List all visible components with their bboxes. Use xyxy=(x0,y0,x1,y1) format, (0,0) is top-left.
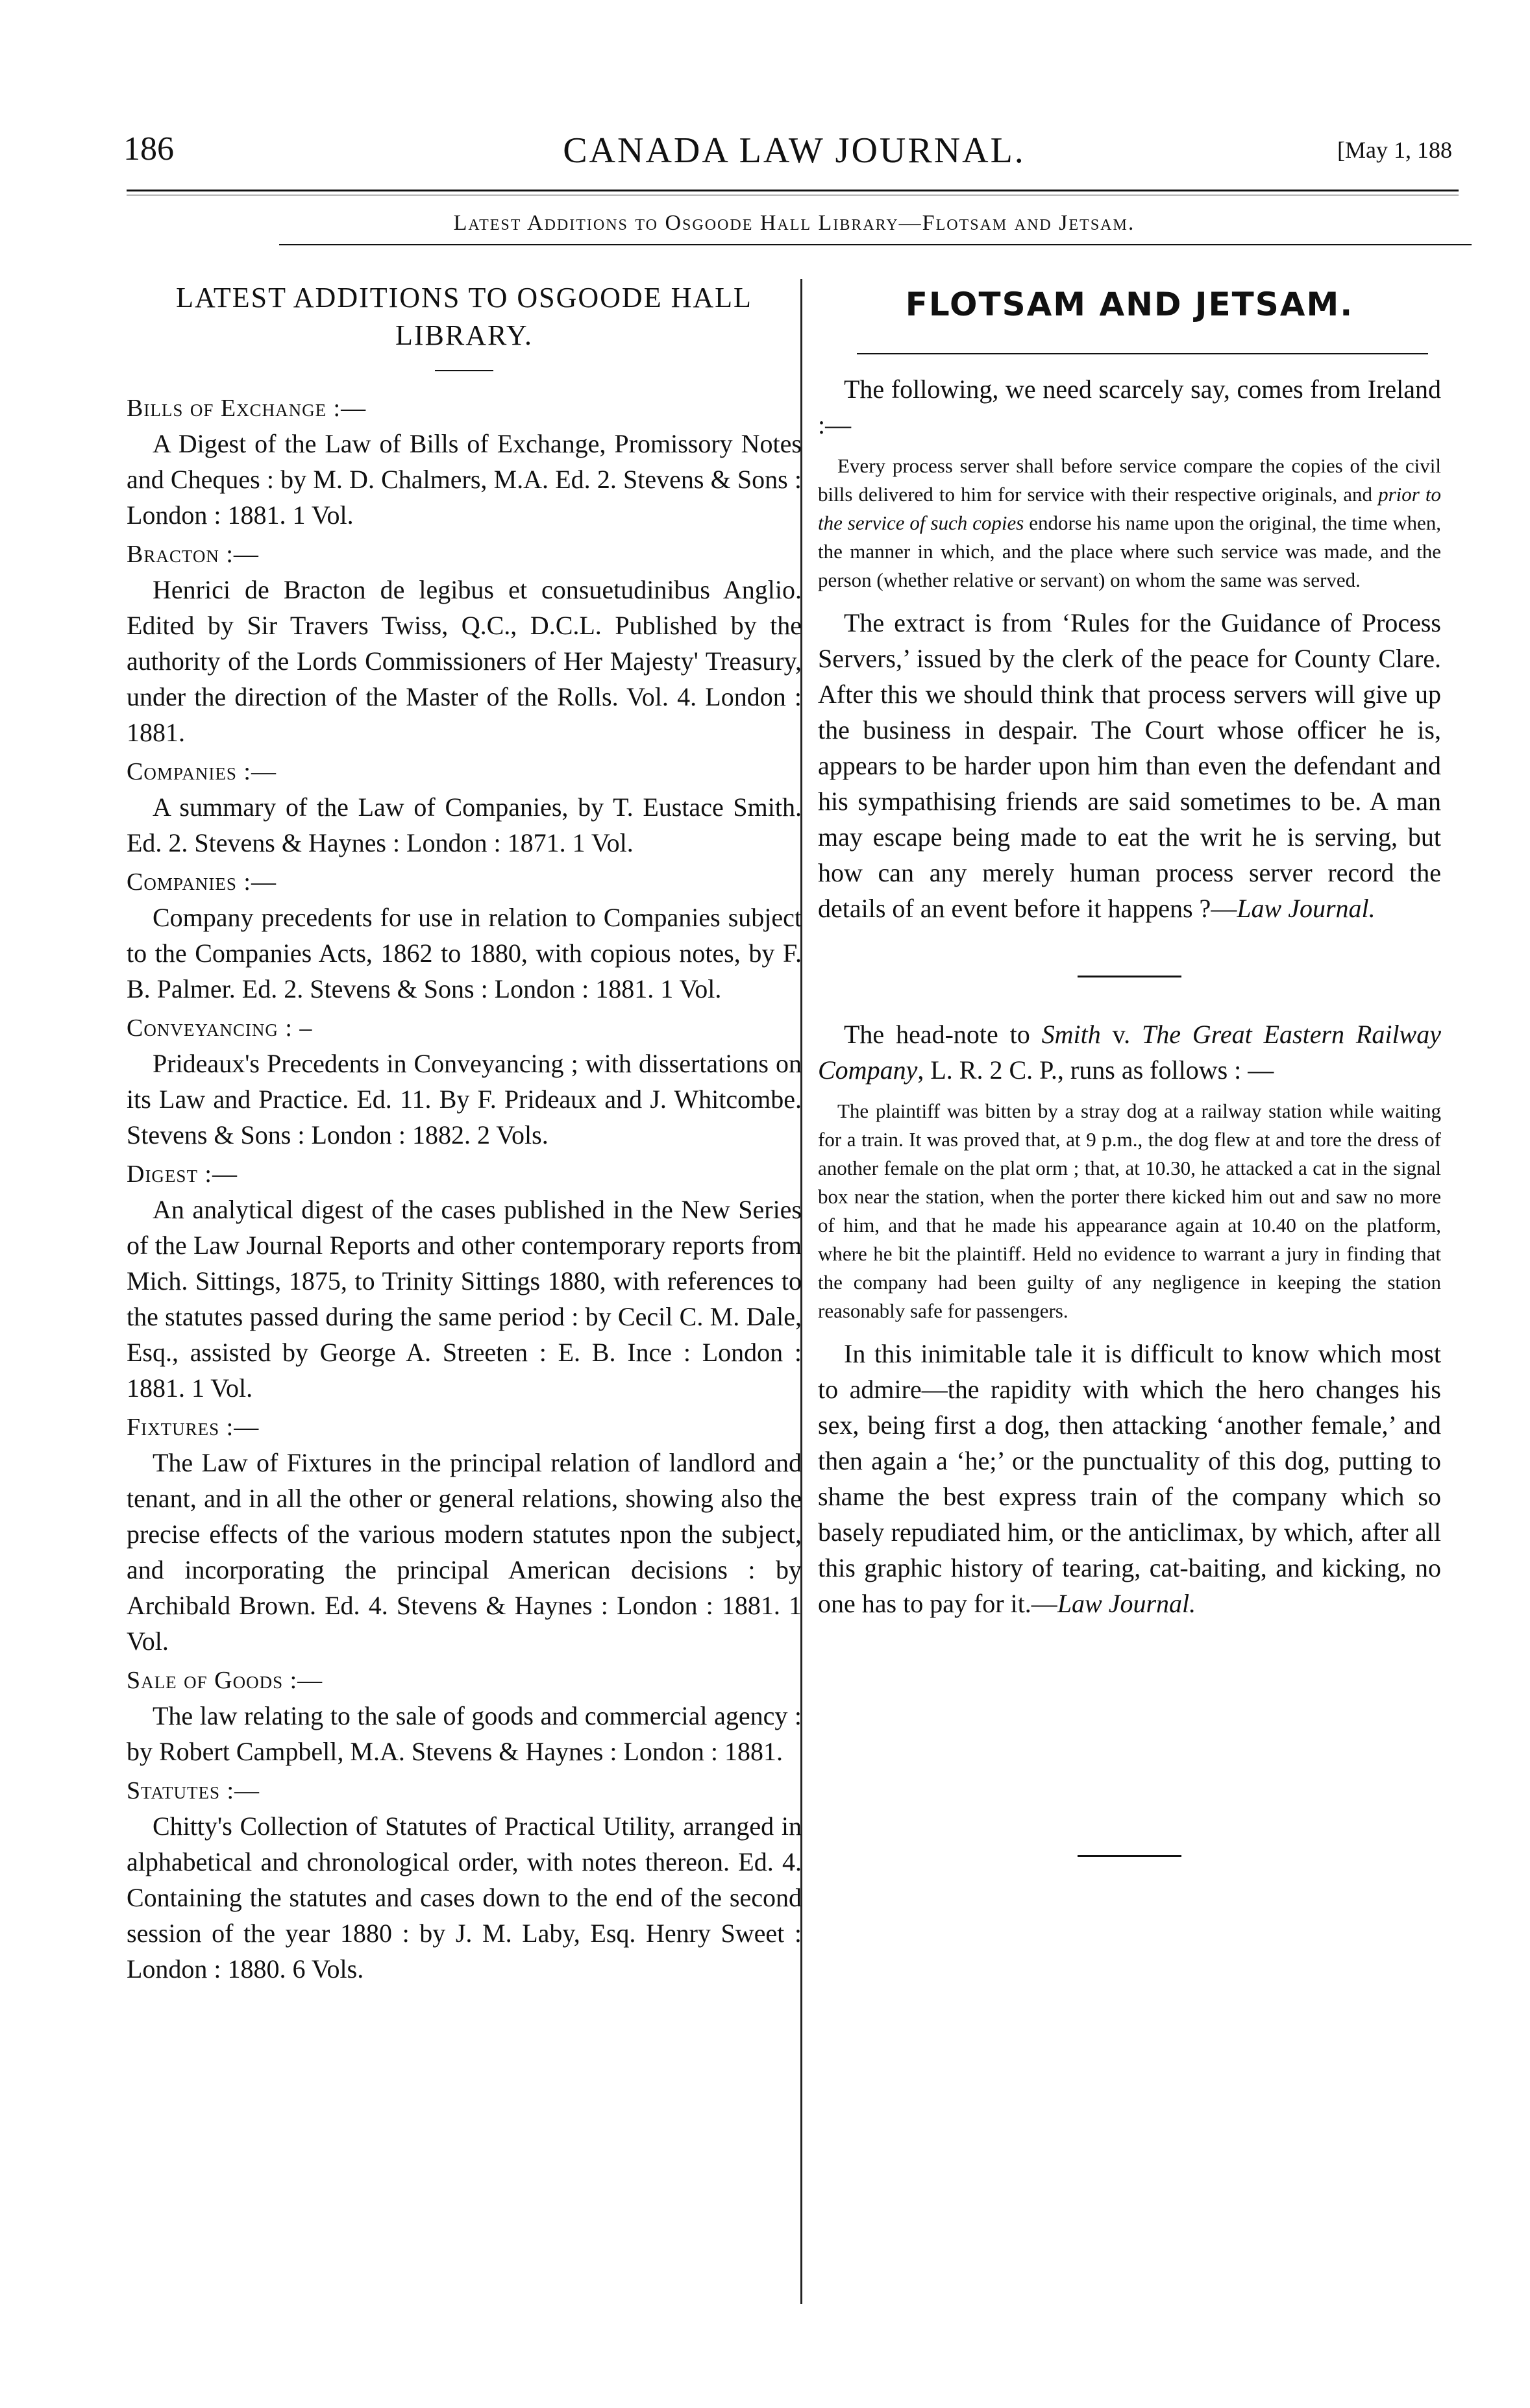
section-rule xyxy=(1078,976,1181,977)
source-citation: Law Journal. xyxy=(1057,1589,1196,1618)
flotsam-rule xyxy=(857,353,1428,354)
library-additions-title: LATEST ADDITIONS TO OSGOODE HALL LIBRARY. xyxy=(176,282,752,351)
page-number: 186 xyxy=(123,130,174,167)
running-subhead: Latest Additions to Osgoode Hall Library—Flotsam and Jetsam. xyxy=(453,211,1135,235)
entry-heading: Bills of Exchange :— xyxy=(127,395,367,422)
library-entry xyxy=(127,391,802,533)
page-header xyxy=(123,130,1465,182)
title-rule xyxy=(435,370,493,371)
subhead-rule xyxy=(279,244,1472,245)
headnote-text: v. xyxy=(1100,1020,1142,1049)
entry-body: A summary of the Law of Companies, by T. Eustace Smith. Ed. 2. Stevens & Haynes : London : 1871. 1 Vol. xyxy=(127,792,802,857)
entry-body: Company precedents for use in relation to Companies subject to the Companies Acts, 1862 to 1880, with copious notes, by F. B. Palmer. Ed. 2. Stevens & Sons : London : 1881. 1 Vol. xyxy=(127,903,802,1003)
commentary-text: The extract is from ‘Rules for the Guidance of Process Servers,’ issued by the clerk of the peace for County Clare. After this we should think that process servers will give up the business in despair. The Court whose officer he is, appears to be harder upon him than even the defendant and his sympathising friends are said sometimes to be. A man may escape being made to eat the writ he is serving, but how can any merely human process server record the details of an event before it happens ?— xyxy=(818,608,1441,923)
entry-body: A Digest of the Law of Bills of Exchange, Promissory Notes and Cheques : by M. D. Chalmers, M.A. Ed. 2. Stevens & Sons : London : 1881. 1 Vol. xyxy=(127,429,802,530)
quoted-rule-excerpt xyxy=(818,452,1441,595)
entry-body: Chitty's Collection of Statutes of Practical Utility, arranged in alphabetical and chronological order, with notes thereon. Ed. 4. Containing the statutes and cases down to the end of the second session of the year 1880 : by J. M. Laby, Esq. Henry Sweet : London : 1880. 6 Vols. xyxy=(127,1812,802,1984)
entry-body: Prideaux's Precedents in Conveyancing ; with dissertations on its Law and Practice. Ed. 11. By F. Prideaux and J. Whitcombe. Stevens & Sons : London : 1882. 2 Vols. xyxy=(127,1049,802,1149)
entry-heading: Digest :— xyxy=(127,1161,238,1188)
entry-body: The law relating to the sale of goods and commercial agency : by Robert Campbell, M.A. Stevens & Haynes : London : 1881. xyxy=(127,1701,802,1766)
end-rule xyxy=(1078,1855,1181,1857)
entry-body: Henrici de Bracton de legibus et consuetudinibus Anglio. Edited by Sir Travers Twiss, Q.C., D.C.L. Published by the authority of the Lords Commissioners of Her Majesty' Treasury, under the direction of the Master of the Rolls. Vol. 4. London : 1881. xyxy=(127,575,802,747)
headnote-text: , L. R. 2 C. P., runs as follows : — xyxy=(917,1055,1274,1085)
source-citation: Law Journal. xyxy=(1237,894,1376,923)
commentary-paragraph xyxy=(818,605,1441,926)
library-entry xyxy=(127,865,802,1007)
library-entry xyxy=(127,1773,802,1987)
library-entry xyxy=(127,754,802,861)
quote-text: Every process server shall before service compare the copies of the civil bills delivered to him for service with their respective originals, and xyxy=(818,454,1441,506)
headnote-excerpt: The plaintiff was bitten by a stray dog at a railway station while waiting for a train. It was proved that, at 9 p.m., the dog flew at and tore the dress of another female on the plat orm ; that, at 10.30, he attacked a cat in the signal box near the station, when the porter there kicked him out and saw no more of him, and that he made his appearance again at 10.40 on the platform, where he bit the plaintiff. Held no evidence to warrant a jury in finding that the company had been guilty of any negligence in keeping the station reasonably safe for passengers. xyxy=(818,1100,1441,1322)
quote-emphasis: prior to the service of such copies xyxy=(818,483,1441,534)
quote-text: endorse his name upon the original, the time when, the manner in which, and the place where such service was made, and the person (whether relative or servant) on whom the same was served. xyxy=(818,511,1442,591)
intro-paragraph: The following, we need scarcely say, comes from Ireland :— xyxy=(818,375,1441,439)
left-column xyxy=(127,279,802,1989)
closing-paragraph xyxy=(818,1336,1441,1621)
entry-heading: Companies :— xyxy=(127,758,277,785)
library-entry xyxy=(127,1410,802,1659)
library-entry xyxy=(127,1157,802,1406)
entry-body: The Law of Fixtures in the principal relation of landlord and tenant, and in all the other or general relations, showing also the precise effects of the various modern statutes npon the subject, and incorporating the principal American decisions : by Archibald Brown. Ed. 4. Stevens & Haynes : London : 1881. 1 Vol. xyxy=(127,1448,802,1656)
entry-heading: Fixtures :— xyxy=(127,1414,260,1441)
library-entry xyxy=(127,1663,802,1769)
headnote-intro xyxy=(818,1016,1441,1088)
entry-heading: Sale of Goods :— xyxy=(127,1667,323,1694)
journal-title: CANADA LAW JOURNAL. xyxy=(563,130,1026,171)
headnote-text: The head-note to xyxy=(844,1020,1042,1049)
right-column xyxy=(818,279,1441,1857)
library-entry xyxy=(127,537,802,750)
entry-heading: Bracton :— xyxy=(127,541,259,568)
case-name: The Great Eastern Railway Company xyxy=(818,1020,1441,1085)
entry-heading: Companies :— xyxy=(127,868,277,896)
issue-date: [May 1, 188 xyxy=(1337,137,1452,163)
case-name: Smith xyxy=(1041,1020,1101,1049)
entry-heading: Conveyancing : – xyxy=(127,1014,313,1042)
header-rule xyxy=(127,190,1459,191)
closing-text: In this inimitable tale it is difficult to know which most to admire—the rapidity with which the hero changes his sex, being first a dog, then attacking ‘another female,’ and then again a ‘he;’ or the punctuality of this dog, putting to shame the best express train of the company which so basely repudiated him, or the anticlimax, by which, after all this graphic history of tearing, cat-baiting, and kicking, no one has to pay for it.— xyxy=(818,1339,1441,1618)
entry-heading: Statutes :— xyxy=(127,1777,260,1804)
entry-body: An analytical digest of the cases published in the New Series of the Law Journal Reports and other contemporary reports from Mich. Sittings, 1875, to Trinity Sittings 1880, with references to the statutes passed during the same period : by Cecil C. M. Dale, Esq., assisted by George A. Streeten : E. B. Ince : London : 1881. 1 Vol. xyxy=(127,1195,802,1403)
flotsam-title: FLOTSAM AND JETSAM. xyxy=(905,286,1354,323)
library-entry xyxy=(127,1011,802,1153)
